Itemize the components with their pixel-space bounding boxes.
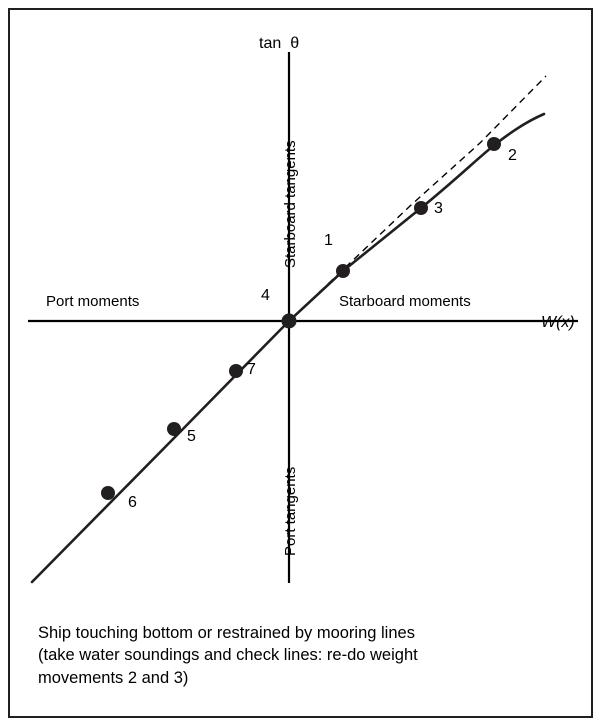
point-label-3: 3 [434,200,443,217]
caption-line-3: movements 2 and 3) [38,668,189,687]
point-label-2: 2 [508,147,517,164]
starboard-tangents-label: Starboard tangents [282,140,299,268]
data-point-4 [282,314,297,329]
starboard-moments-label: Starboard moments [339,293,471,310]
data-point-5 [167,422,181,436]
y-axis-title-prefix: tan [259,35,282,52]
port-moments-label: Port moments [46,293,140,310]
theta-symbol: θ [290,35,300,52]
port-tangents-label: Port tangents [282,466,299,556]
caption-line-1: Ship touching bottom or restrained by mooring lines [38,624,415,642]
figure-frame [8,8,593,718]
figure-caption [38,622,568,689]
data-point-1 [336,264,350,278]
point-label-6: 6 [128,494,137,511]
x-axis-title: W(x) [541,314,575,331]
chart-svg [10,10,591,716]
point-label-1: 1 [324,232,333,249]
chart-plot-area [10,10,591,716]
caption-line-2: (take water soundings and check lines: re-do weight [38,646,418,665]
data-point-3 [414,201,428,215]
point-label-7: 7 [247,361,256,378]
y-axis-title [259,35,299,53]
point-label-5: 5 [187,428,196,445]
data-point-6 [101,486,115,500]
point-label-4: 4 [261,287,270,304]
data-point-7 [229,364,243,378]
data-point-2 [487,137,501,151]
